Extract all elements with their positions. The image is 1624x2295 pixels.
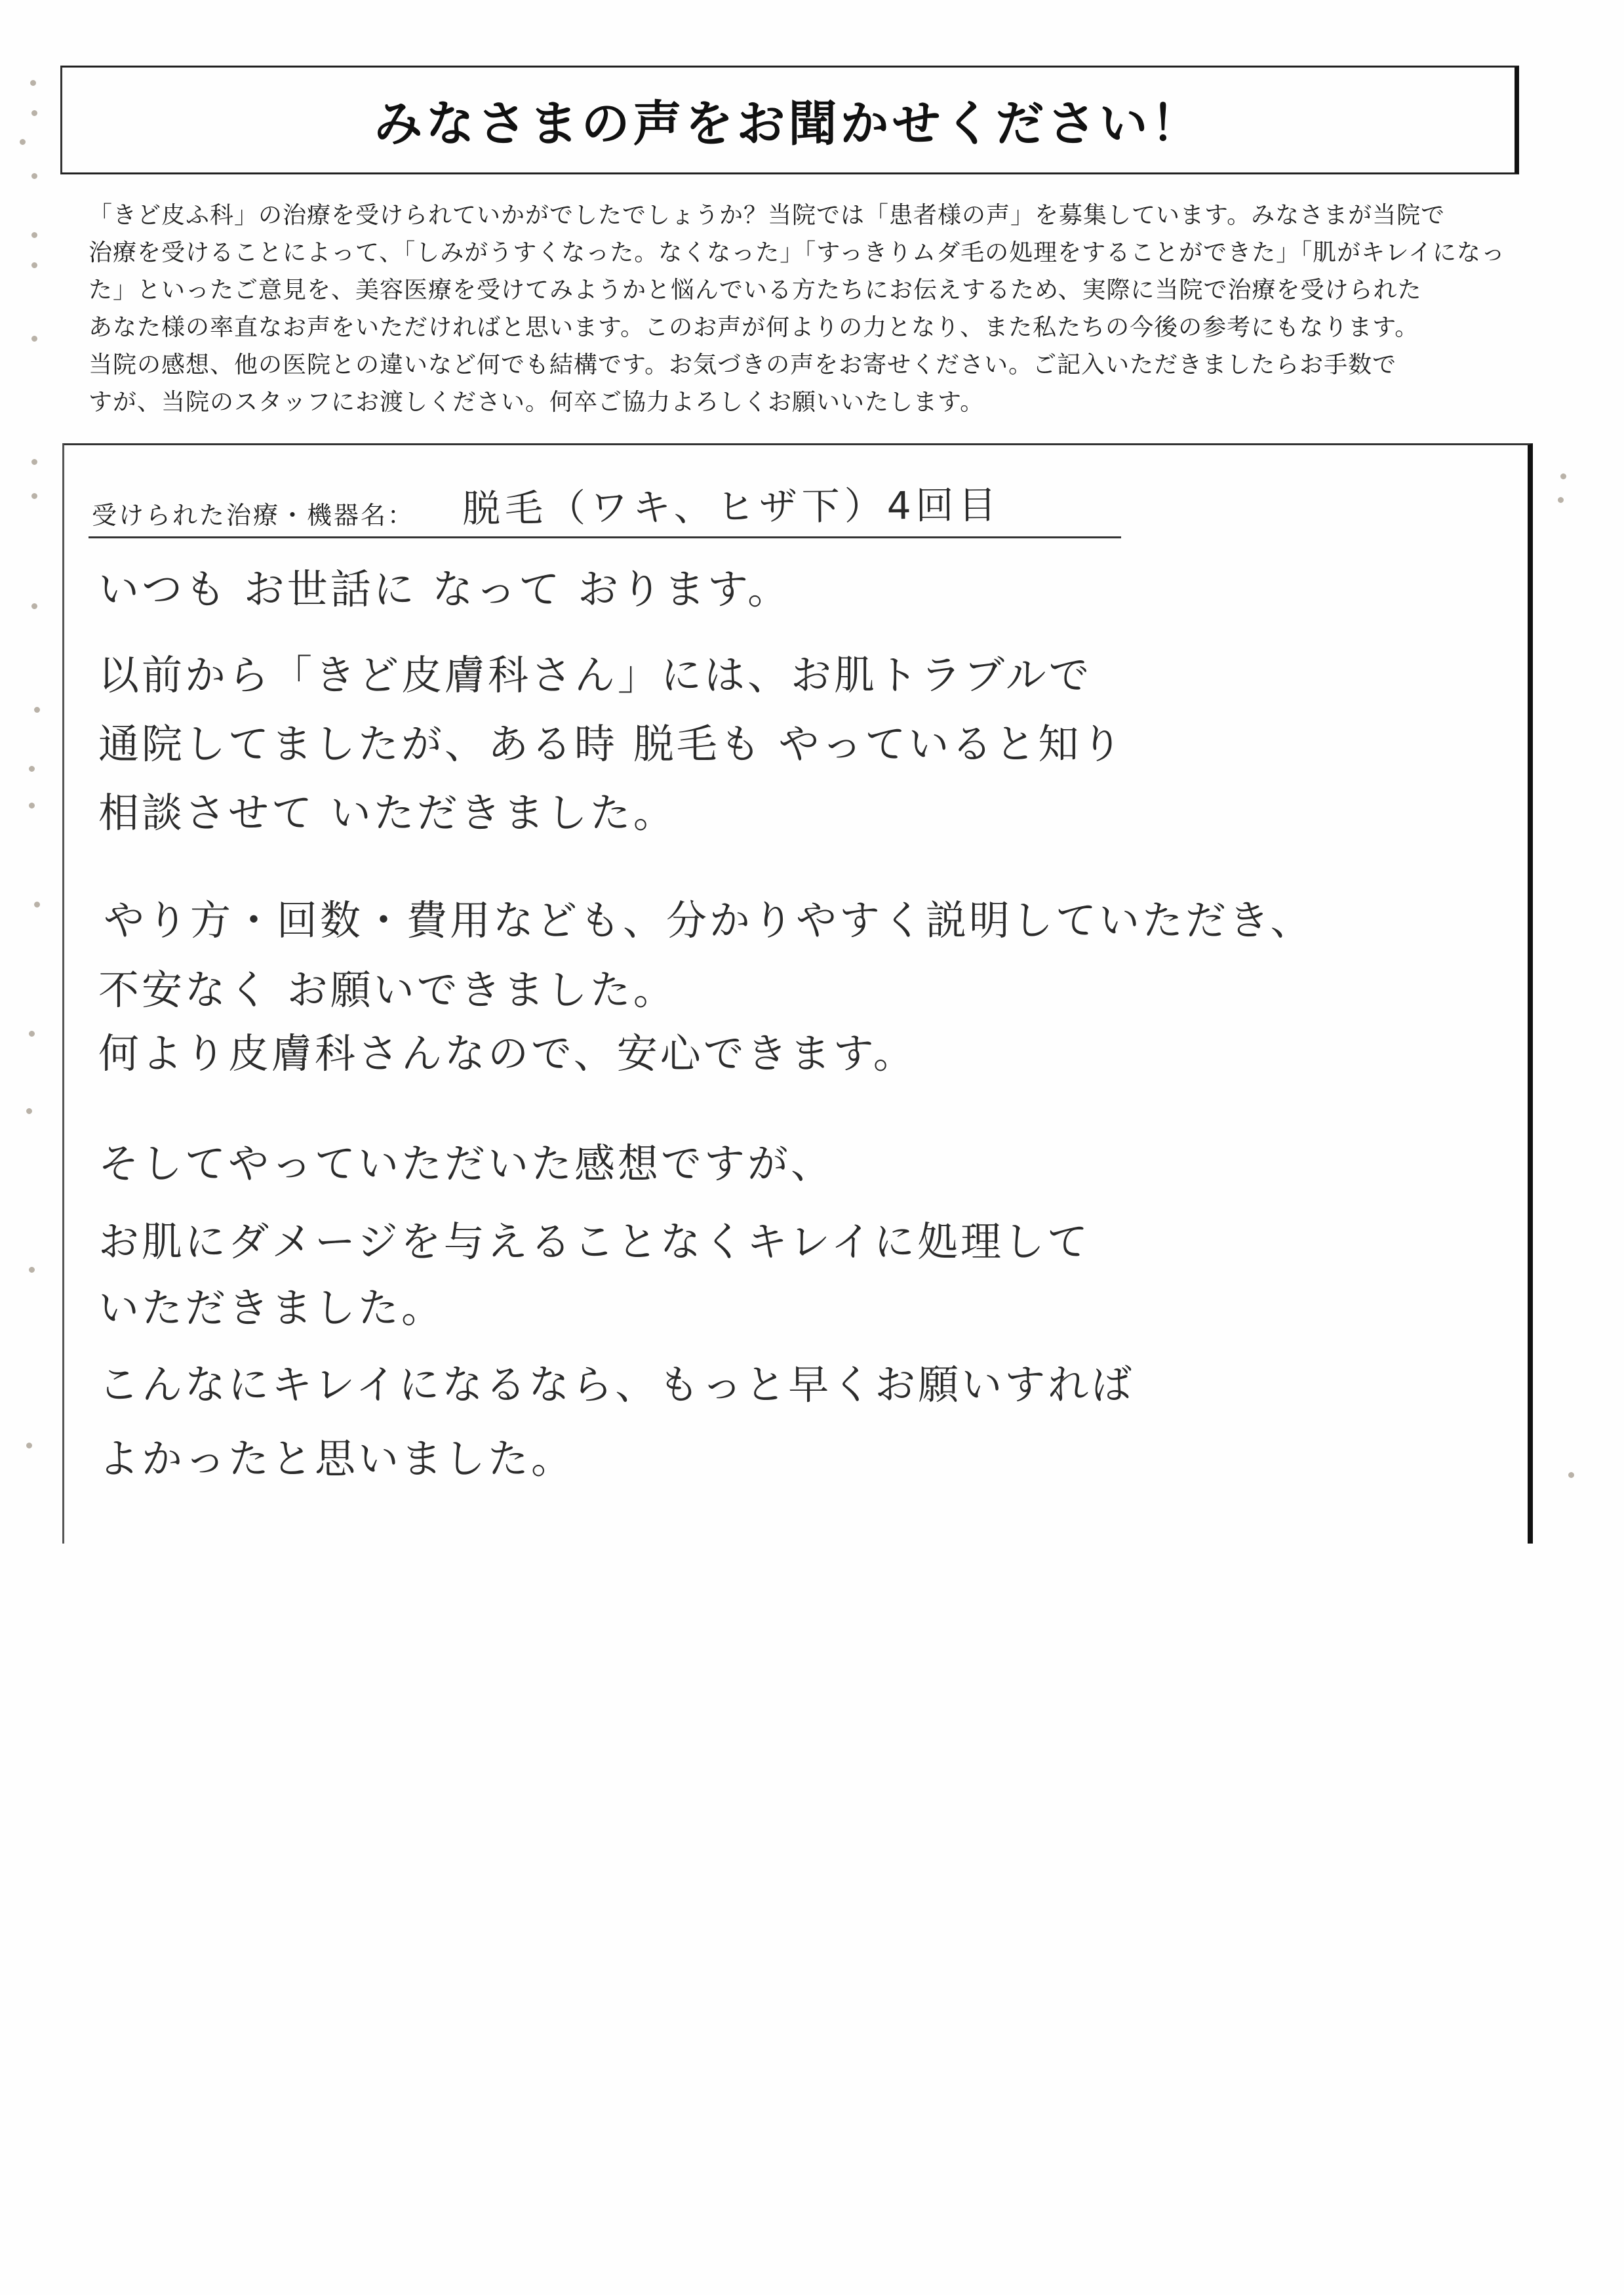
title-box [60, 66, 1519, 174]
intro-line: あなた様の率直なお声をいただければと思います。このお声が何よりの力となり、また私たちの今後の参考にもなります。 [89, 314, 1419, 341]
page-title: みなさまの声をお聞かせください！ [374, 96, 1203, 152]
comment-line: 相談させて いただきました。 [98, 789, 677, 837]
comment-line: こんなにキレイになるなら、もっと早くお願いすれば [98, 1361, 1135, 1408]
scan-dot [29, 803, 35, 808]
comment-line: そしてやっていただいた感想ですが、 [98, 1140, 835, 1187]
scan-dot [31, 336, 37, 342]
scan-dot [30, 80, 36, 86]
intro-line: 当院の感想、他の医院との違いなど何でも結構です。お気づきの声をお寄せください。ご記入いただきましたらお手数で [89, 351, 1397, 378]
comment-line: いつも お世話に なって おります。 [98, 565, 791, 613]
scan-dot [26, 1443, 32, 1448]
treatment-value-handwritten: 脱毛（ワキ、ヒザ下）4回目 [462, 483, 1001, 531]
scan-dot [29, 766, 35, 772]
scan-dot [31, 493, 37, 499]
scan-dot [20, 139, 26, 145]
scan-dot [31, 232, 37, 238]
scan-dot [31, 603, 37, 609]
scan-dot [31, 459, 37, 465]
scan-dot [31, 262, 37, 268]
scan-dot [26, 1108, 32, 1114]
treatment-underline [89, 536, 1121, 538]
intro-paragraph [89, 197, 1531, 421]
scan-dot [1558, 497, 1564, 503]
comment-line: 何より皮膚科さんなので、安心できます。 [98, 1029, 917, 1077]
scan-dot [34, 902, 40, 908]
scan-dot [31, 110, 37, 116]
intro-line: た」といったご意見を、美容医療を受けてみようかと悩んでいる方たちにお伝えするため、実際に当院で治療を受けられた [89, 277, 1422, 304]
scan-dot [1568, 1472, 1574, 1478]
scan-dot [29, 1031, 35, 1037]
comment-line: お肌にダメージを与えることなくキレイに処理して [98, 1218, 1091, 1266]
scan-dot [34, 707, 40, 713]
comment-line: よかったと思いました。 [98, 1435, 575, 1483]
scan-dot [1560, 473, 1566, 479]
scan-dot [31, 173, 37, 179]
comment-line: やり方・回数・費用なども、分かりやすく説明していただき、 [104, 896, 1314, 944]
intro-line: 治療を受けることによって、「しみがうすくなった。なくなった」「すっきりムダ毛の処理をすることができた」「肌がキレイになっ [89, 239, 1505, 266]
comment-line: 通院してましたが、ある時 脱毛も やっていると知り [98, 720, 1125, 768]
comment-line: 以前から「きど皮膚科さん」には、お肌トラブルで [98, 651, 1092, 699]
intro-line: 「きど皮ふ科」の治療を受けられていかがでしたでしょうか？当院では「患者様の声」を募集しています。みなさまが当院で [89, 202, 1446, 229]
comment-line: いただきました。 [98, 1284, 445, 1332]
scan-dot [29, 1267, 35, 1273]
comment-line: 不安なく お願いできました。 [98, 966, 677, 1014]
treatment-label: 受けられた治療・機器名： [92, 501, 415, 530]
intro-line: すが、当院のスタッフにお渡しください。何卒ご協力よろしくお願いいたします。 [89, 389, 985, 416]
